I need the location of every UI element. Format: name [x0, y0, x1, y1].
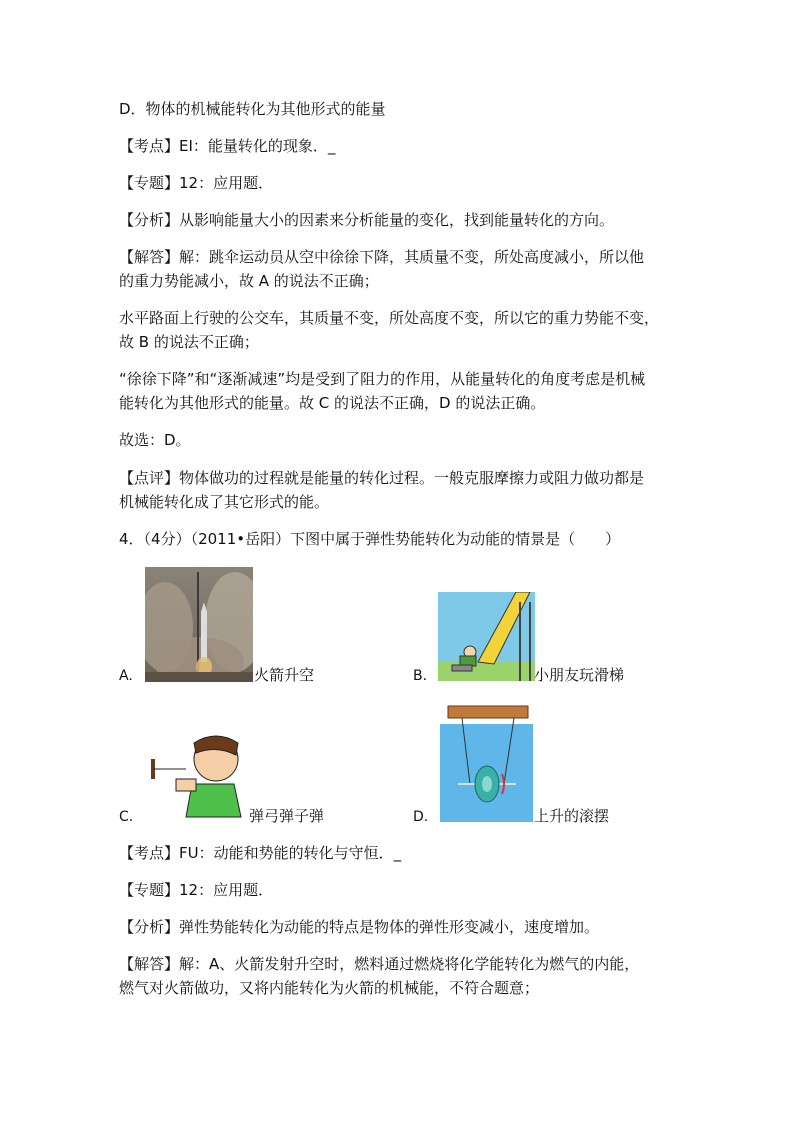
kaodian-1: 【考点】EI：能量转化的现象．_ [119, 137, 336, 155]
dianping-line-1: 【点评】物体做功的过程就是能量的转化过程。一般克服摩擦力或阻力做功都是 [119, 469, 645, 487]
jieda-2-line-1: 【解答】解：A、火箭发射升空时，燃料通过燃烧将化学能转化为燃气的内能， [119, 955, 640, 973]
image-slide [438, 592, 535, 681]
image-maxwell-wheel [440, 704, 533, 822]
option-c-letter: C. [119, 809, 134, 825]
quote-line-1: “徐徐下降”和“逐渐减速”均是受到了阻力的作用，从能量转化的角度考虑是机械 [119, 370, 646, 388]
dianping-line-2: 机械能转化成了其它形式的能。 [119, 493, 330, 511]
zhuanti-1: 【专题】12：应用题． [119, 174, 274, 192]
fenxi-2: 【分析】弹性势能转化为动能的特点是物体的弹性形变减小，速度增加。 [119, 918, 600, 936]
image-slingshot [146, 729, 248, 822]
bus-line-2: 故 B 的说法不正确； [119, 333, 259, 351]
question-4: 4．（4分）（2011•岳阳）下图中属于弹性势能转化为动能的情景是（ ） [119, 530, 621, 548]
option-a-letter: A. [119, 668, 133, 684]
zhuanti-2: 【专题】12：应用题． [119, 881, 274, 899]
quote-line-2: 能转化为其他形式的能量。故 C 的说法不正确，D 的说法正确。 [119, 394, 546, 412]
fenxi-1: 【分析】从影响能量大小的因素来分析能量的变化，找到能量转化的方向。 [119, 211, 615, 229]
answer-choice: 故选：D。 [119, 431, 191, 449]
option-d-letter: D. [413, 809, 429, 825]
image-rocket [145, 567, 253, 682]
bus-line-1: 水平路面上行驶的公交车，其质量不变，所处高度不变，所以它的重力势能不变， [119, 309, 660, 327]
option-b-letter: B. [413, 668, 428, 684]
option-a-text: 火箭升空 [254, 666, 315, 684]
option-d-text: 上升的滚摆 [534, 807, 610, 825]
jieda-1-line-2: 的重力势能减小，故 A 的说法不正确； [119, 272, 379, 290]
line-option-d: D．物体的机械能转化为其他形式的能量 [119, 100, 386, 118]
option-c-text: 弹弓弹子弹 [249, 807, 325, 825]
jieda-2-line-2: 燃气对火箭做功，又将内能转化为火箭的机械能，不符合题意； [119, 979, 540, 997]
kaodian-2: 【考点】FU：动能和势能的转化与守恒．_ [119, 844, 402, 862]
jieda-1-line-1: 【解答】解：跳伞运动员从空中徐徐下降，其质量不变，所处高度减小，所以他 [119, 248, 645, 266]
option-b-text: 小朋友玩滑梯 [534, 666, 625, 684]
